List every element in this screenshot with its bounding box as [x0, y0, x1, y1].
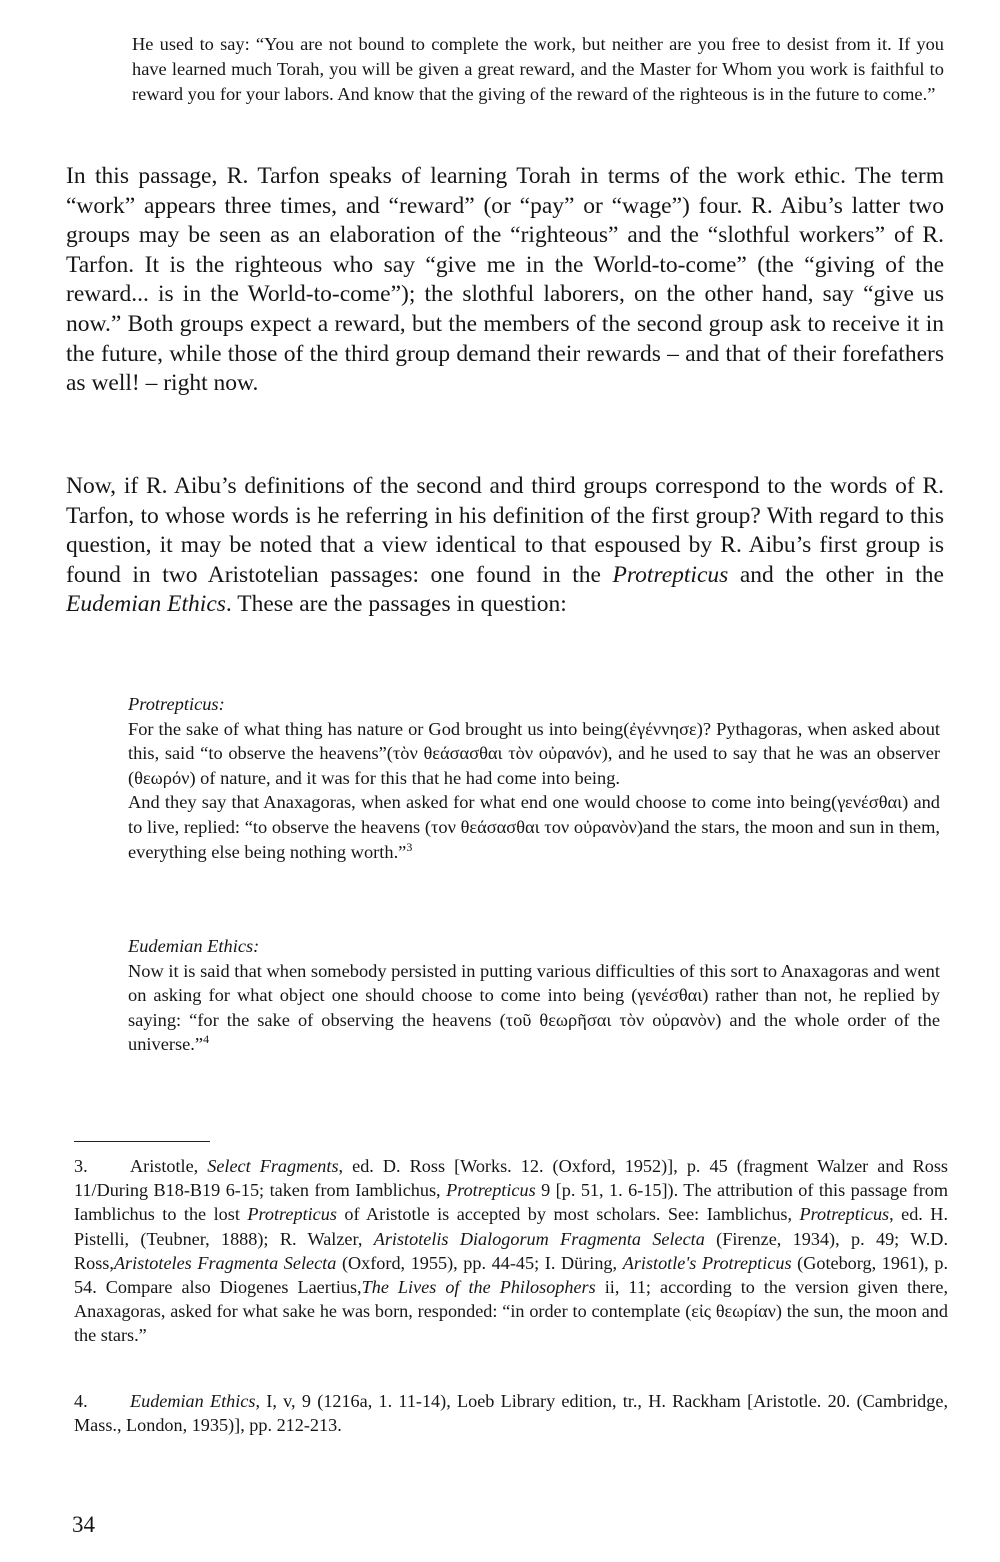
title-eudemian-ethics: Eudemian Ethics	[66, 591, 226, 618]
footnote-number: 4.	[74, 1391, 88, 1411]
footnote-3: 3. Aristotle, Select Fragments, ed. D. Ross [Works. 12. (Oxford, 1952)], p. 45 (fragment Walzer and Ross 11/During B18-B19 6-15; taken from Iamblichus, Protrepticus 9 [p. 51, 1. 6-15]). The attribution of this passage from Iamblichus to the lost Protrepticus of Aristotle is accepted by most scholars. See: Iamblichus, Protrepticus, ed. H. Pistelli, (Teubner, 1888); R. Walzer, Aristotelis Dialogorum Fragmenta Selecta (Firenze, 1934), p. 49; W.D. Ross,Aristoteles Fragmenta Selecta (Oxford, 1955), pp. 44-45; I. Düring, Aristotle's Protrepticus (Goteborg, 1961), p. 54. Compare also Diogenes Laertius,The Lives of the Philosophers ii, 11; according to the version given there, Anaxagoras, asked for what sake he was born, responded: “in order to contemplate (εἰς θεωρίαν) the sun, the moon and the stars.”	[74, 1156, 948, 1346]
excerpt-paragraph: Now it is said that when somebody persisted in putting various difficulties of this sort to Anaxagoras and went on asking for what object one should choose to come into being (γενέσθαι) rather than not, he replied by saying: “for the sake of observing the heavens (τοῦ θεωρῆσαι τὸν οὐρανὸν) and the whole order of the universe.”$^4$	[128, 960, 940, 1055]
greek-text: (τον θεάσασθαι τον οὐρανὸν)	[424, 816, 643, 837]
greek-text: (τοῦ θεωρῆσαι τὸν οὐρανὸν)	[499, 1009, 722, 1030]
opening-quote: He used to say: “You are not bound to complete the work, but neither are you free to desist from it. If you have learned much Torah, you will be given a great reward, and the Master for Whom you work is faithful to reward you for your labors. And know that the giving of the reward of the righteous is in the future to come.”	[132, 34, 944, 104]
footnote-ref-4[interactable]: 4	[203, 1032, 210, 1047]
greek-text: (ἐγέννησε)	[623, 718, 703, 739]
greek-text: (εἰς θεωρίαν)	[685, 1301, 782, 1322]
greek-text: (γενέσθαι)	[631, 985, 709, 1006]
body-paragraph-1: In this passage, R. Tarfon speaks of learning Torah in terms of the work ethic. The term “work” appears three times, and “reward” (or “pay” or “wage”) four. R. Aibu’s latter two groups may be seen as an elaboration of the “righteous” and the “slothful workers” of R. Tarfon. It is the righteous who say “give me in the World-to-come” (the “giving of the reward... is in the World-to-come”); the slothful laborers, on the other hand, say “give us now.” Both groups expect a reward, but the members of the second group ask to receive it in the future, while those of the third group demand their rewards – and that of their forefathers as well! – right now.	[66, 163, 944, 397]
title-protrepticus: Protrepticus	[612, 561, 729, 588]
footnote-divider	[74, 1141, 210, 1142]
excerpt-paragraph: For the sake of what thing has nature or God brought us into being(ἐγέννησε)? Pythagoras, when asked about this, said “to observe the heavens”(τὸν θεάσασθαι τὸν οὐρανόν), and he used to say that he was an observer (θεωρόν) of nature, and it was for this that he had come into being.	[128, 718, 940, 788]
excerpt-label: Eudemian Ethics:	[128, 936, 260, 956]
footnote-4: 4. Eudemian Ethics, I, v, 9 (1216a, 1. 11-14), Loeb Library edition, tr., H. Rackham [Aristotle. 20. (Cambridge, Mass., London, 1935)], pp. 212-213.	[74, 1391, 948, 1436]
greek-text: (γενέσθαι)	[831, 792, 909, 813]
protrepticus-excerpt	[128, 692, 940, 864]
footnote-number: 3.	[74, 1156, 88, 1176]
body-paragraph-2: Now, if R. Aibu’s definitions of the second and third groups correspond to the words of R. Tarfon, to whose words is he referring in his definition of the first group? With regard to this question, it may be noted that a view identical to that espoused by R. Aibu’s first group is found in two Aristotelian passages: one found in the Protrepticus and the other in the Eudemian Ethics. These are the passages in question:	[66, 473, 944, 618]
page-number: 34	[72, 1512, 95, 1537]
excerpt-paragraph: And they say that Anaxagoras, when asked for what end one would choose to come into being(γενέσθαι) and to live, replied: “to observe the heavens (τον θεάσασθαι τον οὐρανὸν)and the stars, the moon and sun in them, everything else being nothing worth.”$^3$	[128, 792, 940, 862]
footnote-ref-3[interactable]: 3	[406, 839, 413, 854]
greek-text: (τὸν θεάσασθαι τὸν οὐρανόν)	[386, 743, 608, 764]
eudemian-excerpt	[128, 934, 940, 1057]
excerpt-label: Protrepticus:	[128, 694, 225, 714]
greek-text: (θεωρόν)	[128, 767, 196, 788]
